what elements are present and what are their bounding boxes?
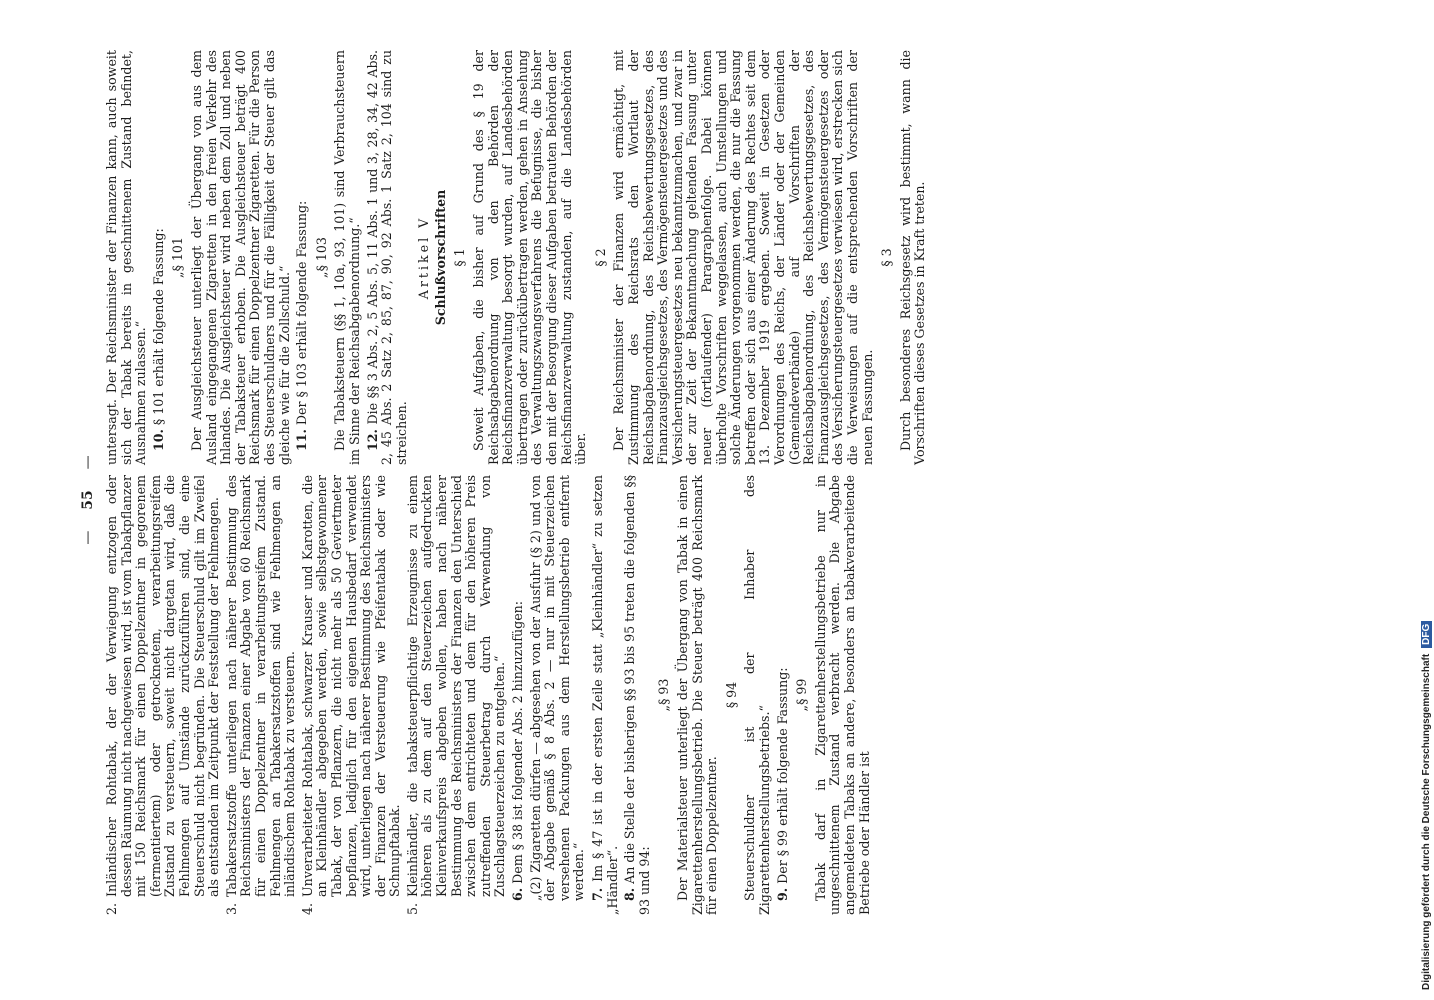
section-text: Im § 47 ist in der ersten Zeile statt „Kleinhändler“ zu setzen „Händler“. — [590, 475, 620, 915]
paragraph-heading: „§ 101 — [170, 237, 186, 278]
section-number: 8. — [622, 887, 638, 901]
article-heading: Artikel V — [416, 215, 432, 300]
list-item — [225, 475, 298, 915]
quoted-text: „(2) Zigaretten dürfen — abgesehen von der Ausfuhr (§ 2) und von der Abgabe gemäß § 8 Abs. 2 — nur in mit Steuerzeichen versehenen Packungen aus dem Herstellungsbetrieb entfernt werden.“ — [527, 475, 587, 901]
paragraph-heading: „§ 93 — [656, 678, 672, 712]
paragraph-text: Tabak darf in Zigarettenherstellungsbetriebe nur in ungeschnittenem Zustand verbracht werden. Die Abgabe angemeldeten Tabaks an andere, besonders an tabakverarbeitende Betriebe oder Händler ist — [812, 475, 872, 915]
paragraph-text: Der Reichsminister der Finanzen wird ermächtigt, mit Zustimmung des Reichsrats den Wortlaut der Reichsabgabenordnung, des Reichsbewertungsgesetzes, des Finanzausgleichsgesetzes, des Vermögensteuergesetzes und des Versicherungsteuergesetzes neu bekanntzumachen, und zwar in der zur Zeit der Bekanntmachung geltenden Fassung unter neuer (fortlaufender) Paragraphenfolge. Dabei können überholte Vorschriften weggelassen, auch Umstellungen und solche Änderungen vorgenommen werden, die nur die Fassung betreffen oder sich aus einer Änderung des Rechtes seit dem 13. Dezember 1919 ergeben. Soweit in Gesetzen oder Verordnungen des Reichs, der Länder oder der Gemeinden (Gemeindeverbände) auf Vorschriften der Reichsabgabenordnung, des Reichsbewertungsgesetzes, des Finanzausgleichsgesetzes, des Vermögensteuergesetzes oder des Versicherungsteuergesetzes verwiesen wird, erstrecken sich die Verweisungen auf die entsprechenden Vorschriften der neuen Fassungen. — [611, 50, 875, 465]
paragraph-text: Der Materialsteuer unterliegt der Übergang von Tabak in einen Zigarettenherstellungsbetrieb. Die Steuer beträgt 400 Reichsmark für einen Doppelzentner. — [674, 475, 720, 915]
list-item — [406, 475, 508, 915]
paragraph-heading: § 94 — [723, 681, 739, 709]
footer-text: Digitalisierung gefördert durch die Deutsche Forschungsgemeinschaft — [1421, 653, 1432, 990]
right-column — [105, 50, 931, 465]
paragraph-heading: § 2 — [592, 248, 608, 267]
section-text: Der § 99 erhält folgende Fassung: — [774, 667, 790, 884]
paragraph-text: Durch besonderes Reichsgesetz wird bestimmt, wann die Vorschriften dieses Gesetzes in Kraft treten. — [897, 50, 928, 465]
item-number: 2. — [104, 902, 119, 915]
list-item — [105, 475, 222, 915]
paragraph-heading: § 1 — [452, 248, 468, 267]
header-dash-right: — — [80, 455, 96, 470]
section-text: Die §§ 3 Abs. 2, 5 Abs. 5, 11 Abs. 1 und 3, 28, 34, 42 Abs. 2, 45 Abs. 2 Satz 2, 85, 87, 90, 92 Abs. 1 Satz 2, 104 sind zu streichen. — [364, 50, 409, 465]
dfg-logo: DFG — [1421, 621, 1432, 648]
section-9 — [776, 475, 791, 915]
section-11 — [295, 50, 310, 465]
item-number: 3. — [223, 902, 239, 915]
section-8 — [623, 475, 652, 915]
paragraph-heading: § 3 — [879, 248, 895, 267]
paragraph-heading: „§ 103 — [313, 237, 329, 278]
section-12 — [366, 50, 410, 465]
header-dash-left: — — [80, 530, 96, 545]
section-number: 7. — [590, 887, 605, 901]
section-7 — [591, 475, 620, 915]
section-text: Dem § 38 ist folgender Abs. 2 hinzuzufügen: — [510, 600, 526, 884]
item-number: 4. — [299, 902, 315, 915]
digitization-footer — [1418, 10, 1434, 990]
paragraph-text: Steuerschuldner ist der Inhaber des Zigarettenherstellungsbetriebs.“ — [742, 475, 772, 915]
list-item — [301, 475, 403, 915]
page-number: 55 — [80, 490, 96, 510]
section-number: 6. — [510, 887, 526, 901]
item-text: Unverarbeiteter Rohtabak, schwarzer Krauser und Karotten, die an Kleinhändler abgegeben werden, sowie selbstgewonnener Tabak, der von Pflanzern, die nicht mehr als 50 Geviertmeter bepflanzen, lediglich für den eigenen Hausbedarf verwendet wird, unterliegen nach näherer Bestimmung des Reichsministers der Finanzen der Versteuerung wie Pfeifentabak oder wie Schnupftabak. — [299, 475, 403, 897]
paragraph-text: Die Tabaksteuern (§§ 1, 10a, 93, 101) sind Verbrauchsteuern im Sinne der Reichsabgabenordnung.“ — [332, 50, 362, 465]
left-column — [105, 475, 875, 915]
paragraph-text: Der Ausgleichsteuer unterliegt der Übergang von aus dem Ausland eingegangenen Zigaretten in den freien Verkehr des Inlandes. Die Ausgleichsteuer wird neben dem Zoll und neben der Tabaksteuer erhoben. Die Ausgleichsteuer beträgt 400 Reichsmark für einen Doppelzentner Zigaretten. Für die Person des Steuerschuldners und für die Fälligkeit der Steuer gilt das gleiche wie für die Zollschuld.“ — [188, 50, 292, 465]
continued-text: untersagt. Der Reichsminister der Finanzen kann, auch soweit sich der Tabak bereits in geschnittenem Zustand befindet, Ausnahmen zulassen.“ — [104, 50, 149, 465]
section-10 — [152, 50, 167, 465]
article-title: Schlußvorschriften — [432, 189, 448, 326]
section-text: An die Stelle der bisherigen §§ 93 bis 95 treten die folgenden §§ 93 und 94: — [622, 475, 652, 915]
section-number: 11. — [294, 429, 310, 451]
item-text: Tabakersatzstoffe unterliegen nach näherer Bestimmung des Reichsministers der Finanzen einer Abgabe von 60 Reichsmark für einen Doppelzentner in verarbeitungsreifem Zustand. Fehlmengen an Tabakersatzstoffen sind wie Fehlmengen an inländischem Rohtabak zu versteuern. — [223, 475, 298, 897]
section-number: 12. — [364, 429, 380, 451]
section-number: 10. — [150, 429, 166, 451]
paragraph-heading: „§ 99 — [794, 678, 810, 712]
section-text: § 101 erhält folgende Fassung: — [150, 228, 166, 426]
section-text: Der § 103 erhält folgende Fassung: — [294, 200, 310, 426]
footer-label — [1418, 10, 1434, 990]
page-header — [80, 0, 96, 1000]
item-text: Kleinhändler, die tabaksteuerpflichtige Erzeugnisse zu einem höheren als zu dem auf den Steuerzeichen aufgedruckten Kleinverkaufspreis abgeben wollen, haben nach näherer Bestimmung des Reichsministers der Finanzen den Unterschied zwischen dem entrichteten und dem für den höheren Preis zutreffenden Steuerbetrag durch Verwendung von Zuschlagsteuerzeichen zu entgelten.“ — [404, 475, 508, 897]
paragraph-text: Soweit Aufgaben, die bisher auf Grund des § 19 der Reichsabgabenordnung von den Behörden der Reichsfinanzverwaltung besorgt wurden, auf Landesbehörden übertragen oder zurückübertragen werden, gehen in Ansehung des Verwaltungszwangsverfahrens die Befugnisse, die bisher den mit der Besorgung dieser Aufgaben betrauten Behörden der Reichsfinanzverwaltung zustanden, auf die Landesbehörden über. — [471, 50, 589, 465]
item-number: 5. — [404, 902, 420, 915]
item-text: Inländischer Rohtabak, der der Verwiegung entzogen oder dessen Räumung nicht nachgewiesen wird, ist vom Tabakpflanzer mit 150 Reichsmark für einen Doppelzentner in gegorenem (fermentiertem) oder getrocknetem, verarbeitungsreifem Zustand zu versteuern, soweit nicht dargetan wird, daß die Fehlmengen auf Umstände zurückzuführen sind, die eine Steuerschuld nicht begründen. Die Steuerschuld gilt im Zweifel als entstanden im Zeitpunkt der Feststellung der Fehlmengen. — [104, 475, 222, 897]
section-number: 9. — [774, 887, 790, 901]
section-6 — [511, 475, 526, 915]
